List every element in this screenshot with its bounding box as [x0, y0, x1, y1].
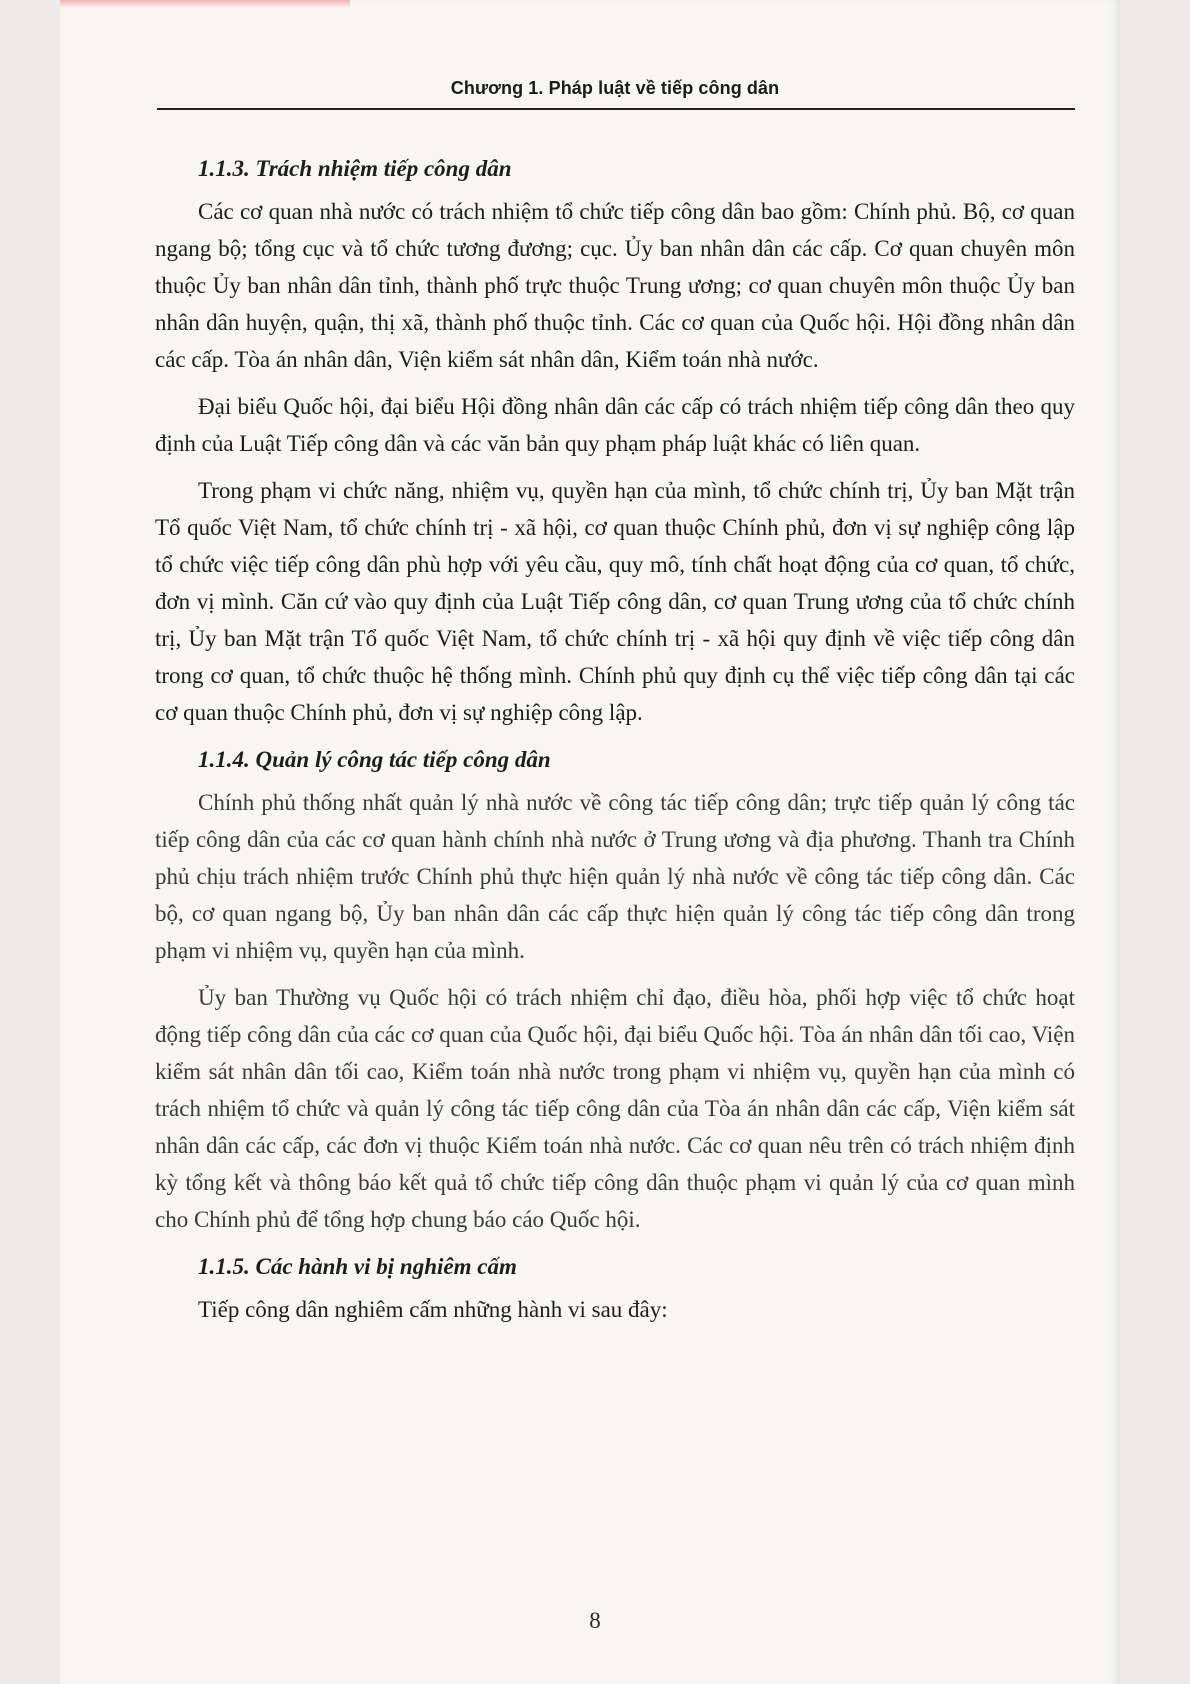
running-header: Chương 1. Pháp luật về tiếp công dân [450, 78, 780, 98]
section-heading-1-1-5: 1.1.5. Các hành vi bị nghiêm cấm [198, 1254, 517, 1279]
section-heading-1-1-4: 1.1.4. Quản lý công tác tiếp công dân [198, 747, 551, 772]
paragraph: Các cơ quan nhà nước có trách nhiệm tổ chức tiếp công dân bao gồm: Chính phủ. Bộ, cơ quan ngang bộ; tổng cục và tổ chức tương đương; cục. Ủy ban nhân dân các cấp. Cơ quan chuyên môn thuộc Ủy ban nhân dân tỉnh, thành phố trực thuộc Trung ương; cơ quan chuyên môn thuộc Ủy ban nhân dân huyện, quận, thị xã, thành phố thuộc tỉnh. Các cơ quan của Quốc hội. Hội đồng nhân dân các cấp. Tòa án nhân dân, Viện kiểm sát nhân dân, Kiểm toán nhà nước. [155, 199, 1075, 372]
paragraph: Ủy ban Thường vụ Quốc hội có trách nhiệm chỉ đạo, điều hòa, phối hợp việc tổ chức hoạt động tiếp công dân của các cơ quan của Quốc hội, đại biểu Quốc hội. Tòa án nhân dân tối cao, Viện kiểm sát nhân dân tối cao, Kiểm toán nhà nước trong phạm vi nhiệm vụ, quyền hạn của mình có trách nhiệm tổ chức và quản lý công tác tiếp công dân của Tòa án nhân dân các cấp, Viện kiểm sát nhân dân các cấp, các đơn vị thuộc Kiểm toán nhà nước. Các cơ quan nêu trên có trách nhiệm định kỳ tổng kết và thông báo kết quả tổ chức tiếp công dân thuộc phạm vi quản lý của cơ quan mình cho Chính phủ để tổng hợp chung báo cáo Quốc hội. [155, 985, 1075, 1232]
paragraph: Tiếp công dân nghiêm cấm những hành vi sau đây: [198, 1297, 668, 1322]
paragraph: Chính phủ thống nhất quản lý nhà nước về công tác tiếp công dân; trực tiếp quản lý công tác tiếp công dân của các cơ quan hành chính nhà nước ở Trung ương và địa phương. Thanh tra Chính phủ chịu trách nhiệm trước Chính phủ thực hiện quản lý nhà nước về công tác tiếp công dân. Các bộ, cơ quan ngang bộ, Ủy ban nhân dân các cấp thực hiện quản lý công tác tiếp công dân trong phạm vi nhiệm vụ, quyền hạn của mình. [155, 790, 1075, 963]
page-number: 8 [589, 1608, 601, 1633]
page-body [155, 150, 1075, 1338]
section-heading-1-1-3: 1.1.3. Trách nhiệm tiếp công dân [198, 156, 512, 181]
paragraph: Trong phạm vi chức năng, nhiệm vụ, quyền hạn của mình, tổ chức chính trị, Ủy ban Mặt trận Tổ quốc Việt Nam, tổ chức chính trị - xã hội, cơ quan thuộc Chính phủ, đơn vị sự nghiệp công lập tổ chức việc tiếp công dân phù hợp với yêu cầu, quy mô, tính chất hoạt động của cơ quan, tổ chức, đơn vị mình. Căn cứ vào quy định của Luật Tiếp công dân, cơ quan Trung ương của tổ chức chính trị, Ủy ban Mặt trận Tổ quốc Việt Nam, tổ chức chính trị - xã hội quy định về việc tiếp công dân trong cơ quan, tổ chức thuộc hệ thống mình. Chính phủ quy định cụ thể việc tiếp công dân tại các cơ quan thuộc Chính phủ, đơn vị sự nghiệp công lập. [155, 478, 1075, 725]
paragraph: Đại biểu Quốc hội, đại biểu Hội đồng nhân dân các cấp có trách nhiệm tiếp công dân theo quy định của Luật Tiếp công dân và các văn bản quy phạm pháp luật khác có liên quan. [155, 394, 1075, 456]
page-edge-mark [60, 0, 350, 8]
header-rule [157, 108, 1075, 110]
